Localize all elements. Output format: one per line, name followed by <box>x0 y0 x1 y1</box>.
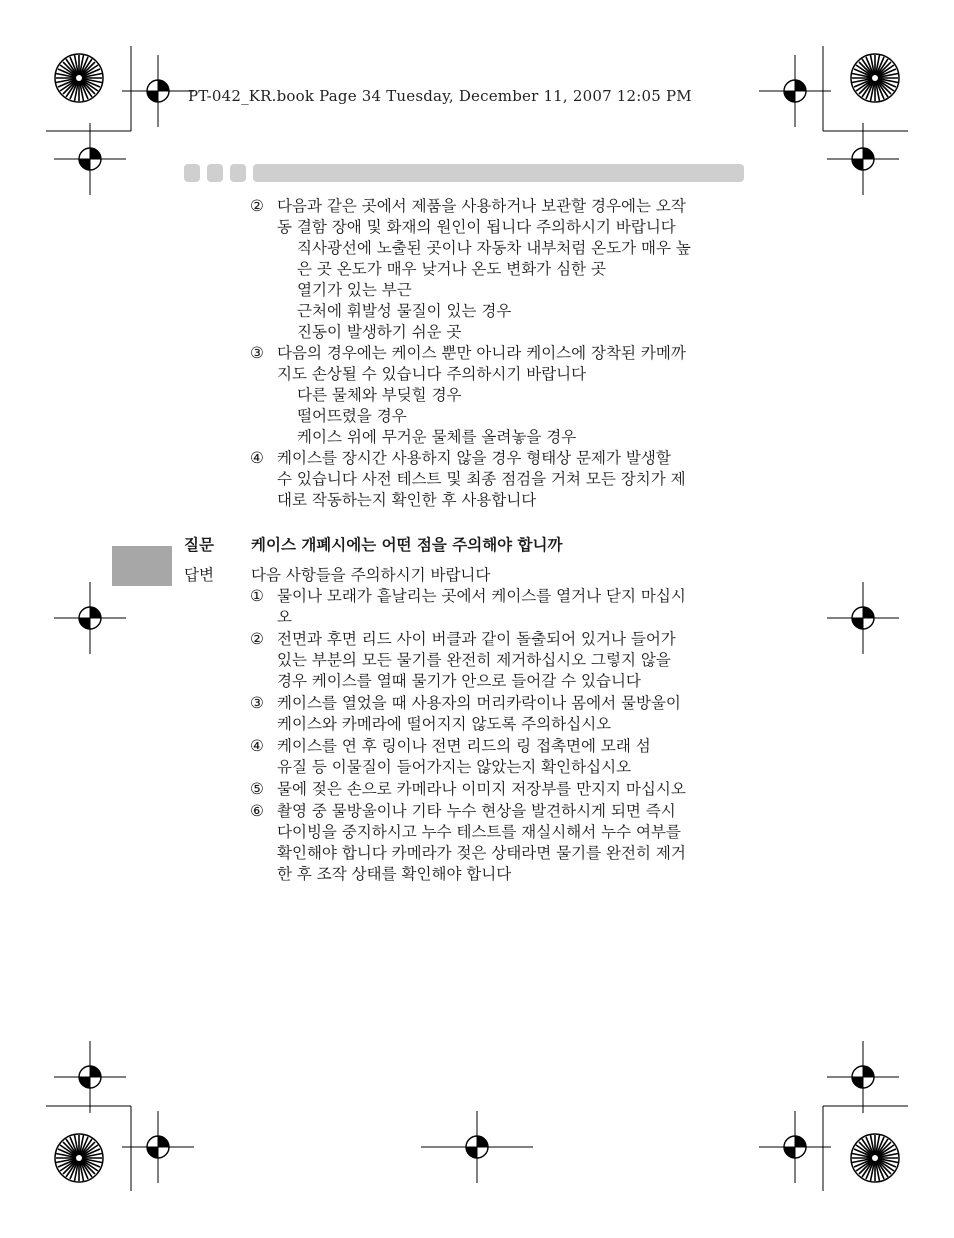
question-text: 케이스 개폐시에는 어떤 점을 주의해야 합니까 <box>251 536 563 554</box>
page-header: PT-042_KR.book Page 34 Tuesday, December 11, 2007 12:05 PM <box>188 87 692 105</box>
answer-label: 답변 <box>184 566 214 584</box>
list-item-text: 지도 손상될 수 있습니다 주의하시기 바랍니다 <box>277 365 587 383</box>
answer-item-text: 오 <box>277 608 292 626</box>
answer-item-text: 물이나 모래가 흩날리는 곳에서 케이스를 열거나 닫지 마십시 <box>277 587 686 605</box>
answer-item-number: ⑥ <box>250 802 264 820</box>
answer-item-text: 한 후 조작 상태를 확인해야 합니다 <box>277 865 512 883</box>
header-bar <box>253 164 744 182</box>
sub-item-text: 떨어뜨렸을 경우 <box>297 407 407 425</box>
answer-item-text: 케이스를 연 후 링이나 전면 리드의 링 접촉면에 모래 섬 <box>277 737 651 755</box>
list-item-number: ③ <box>250 344 264 362</box>
answer-item-text: 전면과 후면 리드 사이 버클과 같이 돌출되어 있거나 들어가 <box>277 630 676 648</box>
list-item-number: ④ <box>250 449 264 467</box>
answer-item-number: ③ <box>250 694 264 712</box>
answer-intro: 다음 사항들을 주의하시기 바랍니다 <box>251 566 491 584</box>
answer-item-text: 물에 젖은 손으로 카메라나 이미지 저장부를 만지지 마십시오 <box>277 780 686 798</box>
list-item-text: 다음과 같은 곳에서 제품을 사용하거나 보관할 경우에는 오작 <box>277 197 686 215</box>
header-bar-square <box>184 164 200 182</box>
answer-item-number: ① <box>250 587 264 605</box>
answer-item-text: 유질 등 이물질이 들어가지는 않았는지 확인하십시오 <box>277 758 632 776</box>
sub-item-text: 다른 물체와 부딪힐 경우 <box>297 386 462 404</box>
sub-item-text: 진동이 발생하기 쉬운 곳 <box>297 323 462 341</box>
list-item-text: 다음의 경우에는 케이스 뿐만 아니라 케이스에 장착된 카메까 <box>277 344 686 362</box>
sub-item-text: 근처에 휘발성 물질이 있는 경우 <box>297 302 512 320</box>
sub-item-text: 케이스 위에 무거운 물체를 올려놓을 경우 <box>297 428 577 446</box>
answer-item-text: 촬영 중 물방울이나 기타 누수 현상을 발견하시게 되면 즉시 <box>277 802 676 820</box>
answer-item-text: 케이스와 카메라에 떨어지지 않도록 주의하십시오 <box>277 715 612 733</box>
sub-item-text: 열기가 있는 부근 <box>297 281 412 299</box>
answer-item-text: 케이스를 열었을 때 사용자의 머리카락이나 몸에서 물방울이 <box>277 694 681 712</box>
answer-item-text: 확인해야 합니다 카메라가 젖은 상태라면 물기를 완전히 제거 <box>277 844 686 862</box>
answer-item-number: ⑤ <box>250 780 264 798</box>
list-item-text: 수 있습니다 사전 테스트 및 최종 점검을 거쳐 모든 장치가 제 <box>277 470 686 488</box>
answer-item-number: ④ <box>250 737 264 755</box>
chapter-tab <box>112 546 172 586</box>
list-item-number: ② <box>250 197 264 215</box>
sub-item-text: 직사광선에 노출된 곳이나 자동차 내부처럼 온도가 매우 높 <box>297 239 691 257</box>
list-item-text: 대로 작동하는지 확인한 후 사용합니다 <box>277 491 537 509</box>
header-bar-square <box>207 164 223 182</box>
sub-item-text: 은 곳 온도가 매우 낮거나 온도 변화가 심한 곳 <box>297 260 606 278</box>
header-bar-square <box>230 164 246 182</box>
answer-item-text: 다이빙을 중지하시고 누수 테스트를 재실시해서 누수 여부를 <box>277 823 681 841</box>
answer-item-number: ② <box>250 630 264 648</box>
list-item-text: 동 결함 장애 및 화재의 원인이 됩니다 주의하시기 바랍니다 <box>277 218 676 236</box>
answer-item-text: 있는 부분의 모든 물기를 완전히 제거하십시오 그렇지 않을 <box>277 651 671 669</box>
question-label: 질문 <box>184 536 214 554</box>
list-item-text: 케이스를 장시간 사용하지 않을 경우 형태상 문제가 발생할 <box>277 449 671 467</box>
answer-item-text: 경우 케이스를 열때 물기가 안으로 들어갈 수 있습니다 <box>277 672 641 690</box>
